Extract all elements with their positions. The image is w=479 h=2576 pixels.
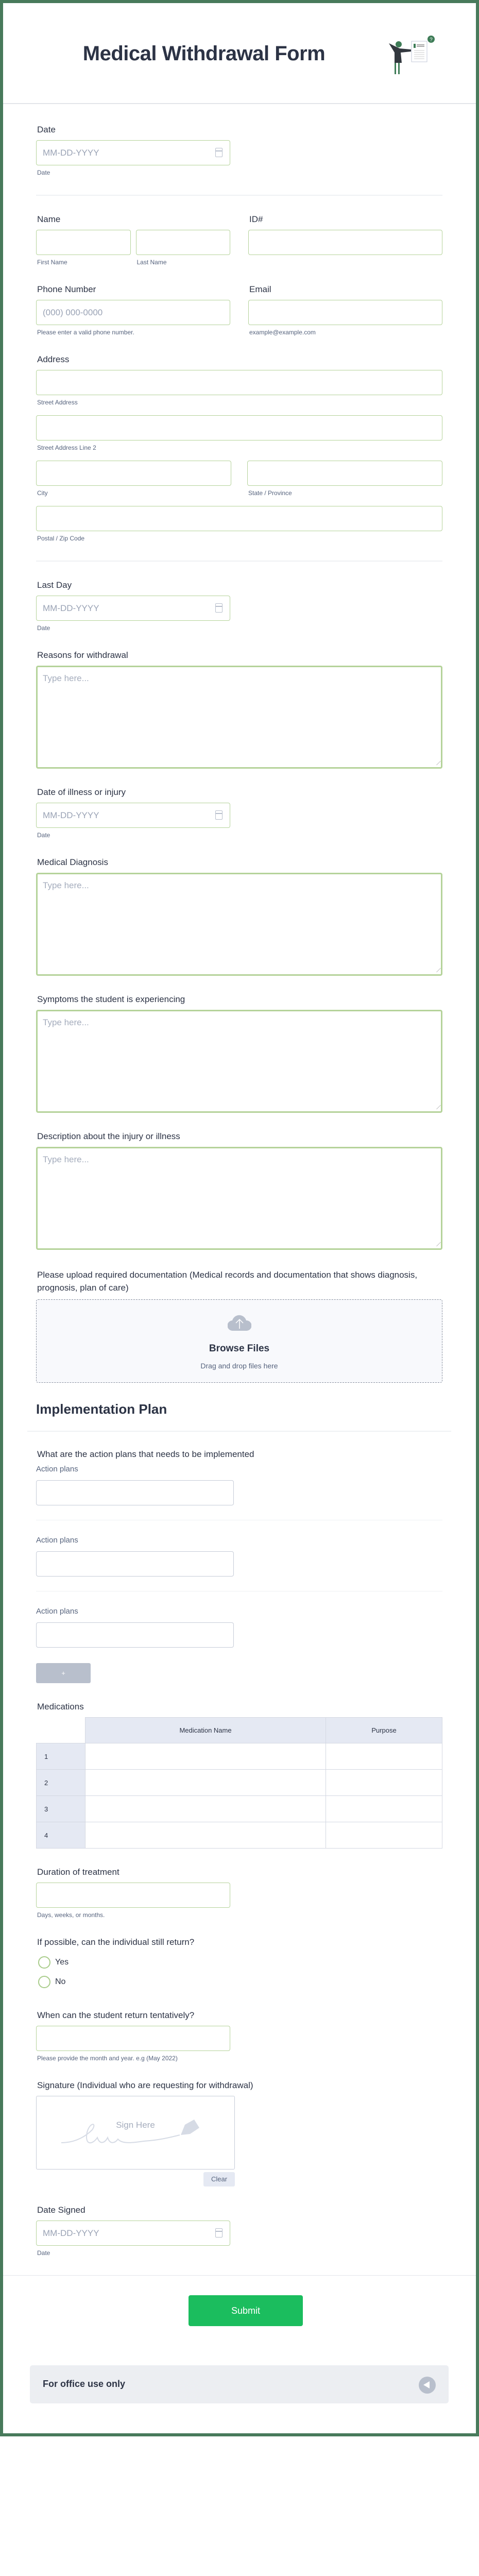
upload-field <box>36 1268 442 1383</box>
signature-pad[interactable] <box>36 2096 235 2170</box>
description-label: Description about the injury or illness <box>37 1131 180 1141</box>
date-sublabel: Date <box>37 169 50 176</box>
cloud-upload-icon <box>228 1314 251 1331</box>
last-name-sublabel: Last Name <box>136 259 167 266</box>
form-header <box>3 3 476 104</box>
radio-yes[interactable] <box>38 1956 50 1969</box>
first-name-sublabel: First Name <box>37 259 67 266</box>
office-use-section[interactable] <box>30 2365 449 2403</box>
row-header: 2 <box>37 1770 85 1796</box>
row-header: 4 <box>37 1822 85 1849</box>
last-name-input[interactable] <box>136 230 231 255</box>
pen-signature-icon <box>61 2120 206 2148</box>
duration-sublabel: Days, weeks, or months. <box>37 1911 105 1919</box>
diagnosis-textarea[interactable] <box>36 873 442 976</box>
email-sublabel: example@example.com <box>249 329 316 336</box>
return-question-field <box>36 1937 442 1992</box>
action-plans-question: What are the action plans that needs to be implemented <box>37 1449 254 1459</box>
name-label: Name <box>37 214 61 224</box>
file-upload-dropzone[interactable] <box>36 1299 442 1383</box>
date-signed-sublabel: Date <box>37 2249 50 2257</box>
submit-button[interactable]: Submit <box>189 2295 303 2326</box>
return-when-field <box>36 2010 442 2062</box>
action-plan-label: Action plans <box>36 1536 78 1545</box>
last-day-placeholder: MM-DD-YYYY <box>43 603 99 613</box>
svg-text:?: ? <box>430 37 433 43</box>
table-cell-input[interactable] <box>326 1743 442 1770</box>
illness-date-field <box>36 787 442 839</box>
resize-handle-icon[interactable] <box>433 968 441 972</box>
action-plans-field <box>36 1449 442 1683</box>
illness-date-placeholder: MM-DD-YYYY <box>43 810 99 820</box>
row-header: 3 <box>37 1796 85 1822</box>
signature-field <box>36 2080 442 2187</box>
date-input[interactable] <box>36 140 230 165</box>
column-header: Purpose <box>326 1718 442 1743</box>
action-plan-label: Action plans <box>36 1465 78 1473</box>
clear-signature-button[interactable]: Clear <box>203 2172 235 2187</box>
radio-no[interactable] <box>38 1976 50 1988</box>
resize-handle-icon[interactable] <box>433 1105 441 1109</box>
section-divider <box>27 1431 451 1432</box>
diagnosis-placeholder: Type here... <box>43 880 89 890</box>
medications-field <box>36 1702 442 1849</box>
last-day-input[interactable] <box>36 596 230 621</box>
diagnosis-field <box>36 857 442 976</box>
date-placeholder: MM-DD-YYYY <box>43 148 99 158</box>
calendar-icon[interactable] <box>215 2228 223 2238</box>
id-label: ID# <box>249 214 263 224</box>
last-day-sublabel: Date <box>37 624 50 632</box>
return-question-label: If possible, can the individual still return? <box>37 1937 195 1947</box>
table-row <box>37 1822 442 1849</box>
return-when-label: When can the student return tentatively? <box>37 2010 195 2020</box>
column-header: Medication Name <box>85 1718 326 1743</box>
table-row <box>37 1743 442 1770</box>
return-when-input[interactable] <box>36 2026 230 2051</box>
resize-handle-icon[interactable] <box>433 761 441 765</box>
illness-date-label: Date of illness or injury <box>37 787 126 797</box>
corner-cell <box>37 1718 85 1743</box>
phone-placeholder: (000) 000-0000 <box>43 308 103 317</box>
row-header: 1 <box>37 1743 85 1770</box>
reasons-textarea[interactable] <box>36 666 442 769</box>
email-label: Email <box>249 284 271 294</box>
radio-yes-label[interactable]: Yes <box>55 1958 69 1967</box>
table-cell-input[interactable] <box>326 1796 442 1822</box>
street-address-sublabel: Street Address <box>37 399 78 406</box>
street-address-input[interactable] <box>36 370 442 395</box>
state-sublabel: State / Province <box>248 489 292 497</box>
resize-handle-icon[interactable] <box>433 1242 441 1246</box>
email-input[interactable] <box>248 300 442 325</box>
radio-no-label[interactable]: No <box>55 1977 66 1986</box>
city-input[interactable] <box>36 461 231 486</box>
postal-code-input[interactable] <box>36 506 442 531</box>
address-field <box>36 354 442 542</box>
description-placeholder: Type here... <box>43 1155 89 1164</box>
browse-files-button[interactable]: Browse Files <box>209 1343 270 1354</box>
sign-here-placeholder: Sign Here <box>116 2120 155 2130</box>
description-field <box>36 1131 442 1250</box>
reasons-field <box>36 650 442 769</box>
symptoms-placeholder: Type here... <box>43 1018 89 1027</box>
calendar-icon[interactable] <box>215 148 223 157</box>
id-input[interactable] <box>248 230 442 255</box>
submit-area <box>3 2276 476 2365</box>
medications-table <box>36 1717 442 1849</box>
action-plan-input[interactable] <box>36 1622 234 1648</box>
first-name-input[interactable] <box>36 230 131 255</box>
description-textarea[interactable] <box>36 1147 442 1250</box>
form-title: Medical Withdrawal Form <box>82 42 326 65</box>
action-plan-input[interactable] <box>36 1551 234 1577</box>
table-cell-input[interactable] <box>326 1770 442 1796</box>
table-cell-input[interactable] <box>85 1796 326 1822</box>
street-address-2-sublabel: Street Address Line 2 <box>37 444 96 451</box>
office-use-label: For office use only <box>43 2379 126 2389</box>
reasons-label: Reasons for withdrawal <box>37 650 128 660</box>
date-signed-field <box>36 2205 442 2257</box>
last-day-field <box>36 580 442 632</box>
phone-sublabel: Please enter a valid phone number. <box>37 329 134 336</box>
action-plan-label: Action plans <box>36 1607 78 1616</box>
table-row <box>37 1796 442 1822</box>
duration-field <box>36 1867 442 1919</box>
street-address-2-input[interactable] <box>36 415 442 440</box>
address-label: Address <box>37 354 70 364</box>
symptoms-textarea[interactable] <box>36 1010 442 1113</box>
action-plan-input[interactable] <box>36 1480 234 1505</box>
postal-code-sublabel: Postal / Zip Code <box>37 535 85 542</box>
calendar-icon[interactable] <box>215 810 223 820</box>
table-cell-input[interactable] <box>85 1770 326 1796</box>
date-signed-label: Date Signed <box>37 2205 85 2215</box>
date-signed-input[interactable] <box>36 2221 230 2246</box>
contact-row <box>36 284 442 336</box>
symptoms-label: Symptoms the student is experiencing <box>37 994 185 1004</box>
divider <box>36 195 442 196</box>
diagnosis-label: Medical Diagnosis <box>37 857 108 867</box>
drag-drop-hint: Drag and drop files here <box>200 1362 278 1370</box>
reasons-placeholder: Type here... <box>43 673 89 683</box>
medications-label: Medications <box>37 1702 84 1711</box>
city-sublabel: City <box>37 489 48 497</box>
collapse-arrow-icon[interactable] <box>419 2377 436 2394</box>
table-cell-input[interactable] <box>85 1743 326 1770</box>
doctor-illustration-icon <box>387 34 435 76</box>
table-cell-input[interactable] <box>326 1822 442 1849</box>
date-signed-placeholder: MM-DD-YYYY <box>43 2228 99 2238</box>
calendar-icon[interactable] <box>215 603 223 613</box>
duration-input[interactable] <box>36 1883 230 1908</box>
phone-input[interactable] <box>36 300 230 325</box>
upload-label: Please upload required documentation (Medical records and documentation that shows diagnosis, prognosis, plan of care) <box>37 1270 418 1293</box>
symptoms-field <box>36 994 442 1113</box>
implementation-plan-heading: Implementation Plan <box>36 1401 167 1417</box>
name-id-row <box>36 214 442 266</box>
table-cell-input[interactable] <box>85 1822 326 1849</box>
date-field <box>36 125 442 176</box>
duration-label: Duration of treatment <box>37 1867 119 1877</box>
add-action-plan-button[interactable]: + <box>36 1663 91 1683</box>
state-input[interactable] <box>247 461 442 486</box>
date-label: Date <box>37 125 56 134</box>
signature-label: Signature (Individual who are requesting for withdrawal) <box>37 2080 253 2090</box>
return-when-sublabel: Please provide the month and year. e.g (May 2022) <box>37 2055 178 2062</box>
phone-label: Phone Number <box>37 284 96 294</box>
divider <box>36 561 442 562</box>
table-row <box>37 1770 442 1796</box>
illness-date-input[interactable] <box>36 803 230 828</box>
last-day-label: Last Day <box>37 580 72 590</box>
illness-date-sublabel: Date <box>37 832 50 839</box>
